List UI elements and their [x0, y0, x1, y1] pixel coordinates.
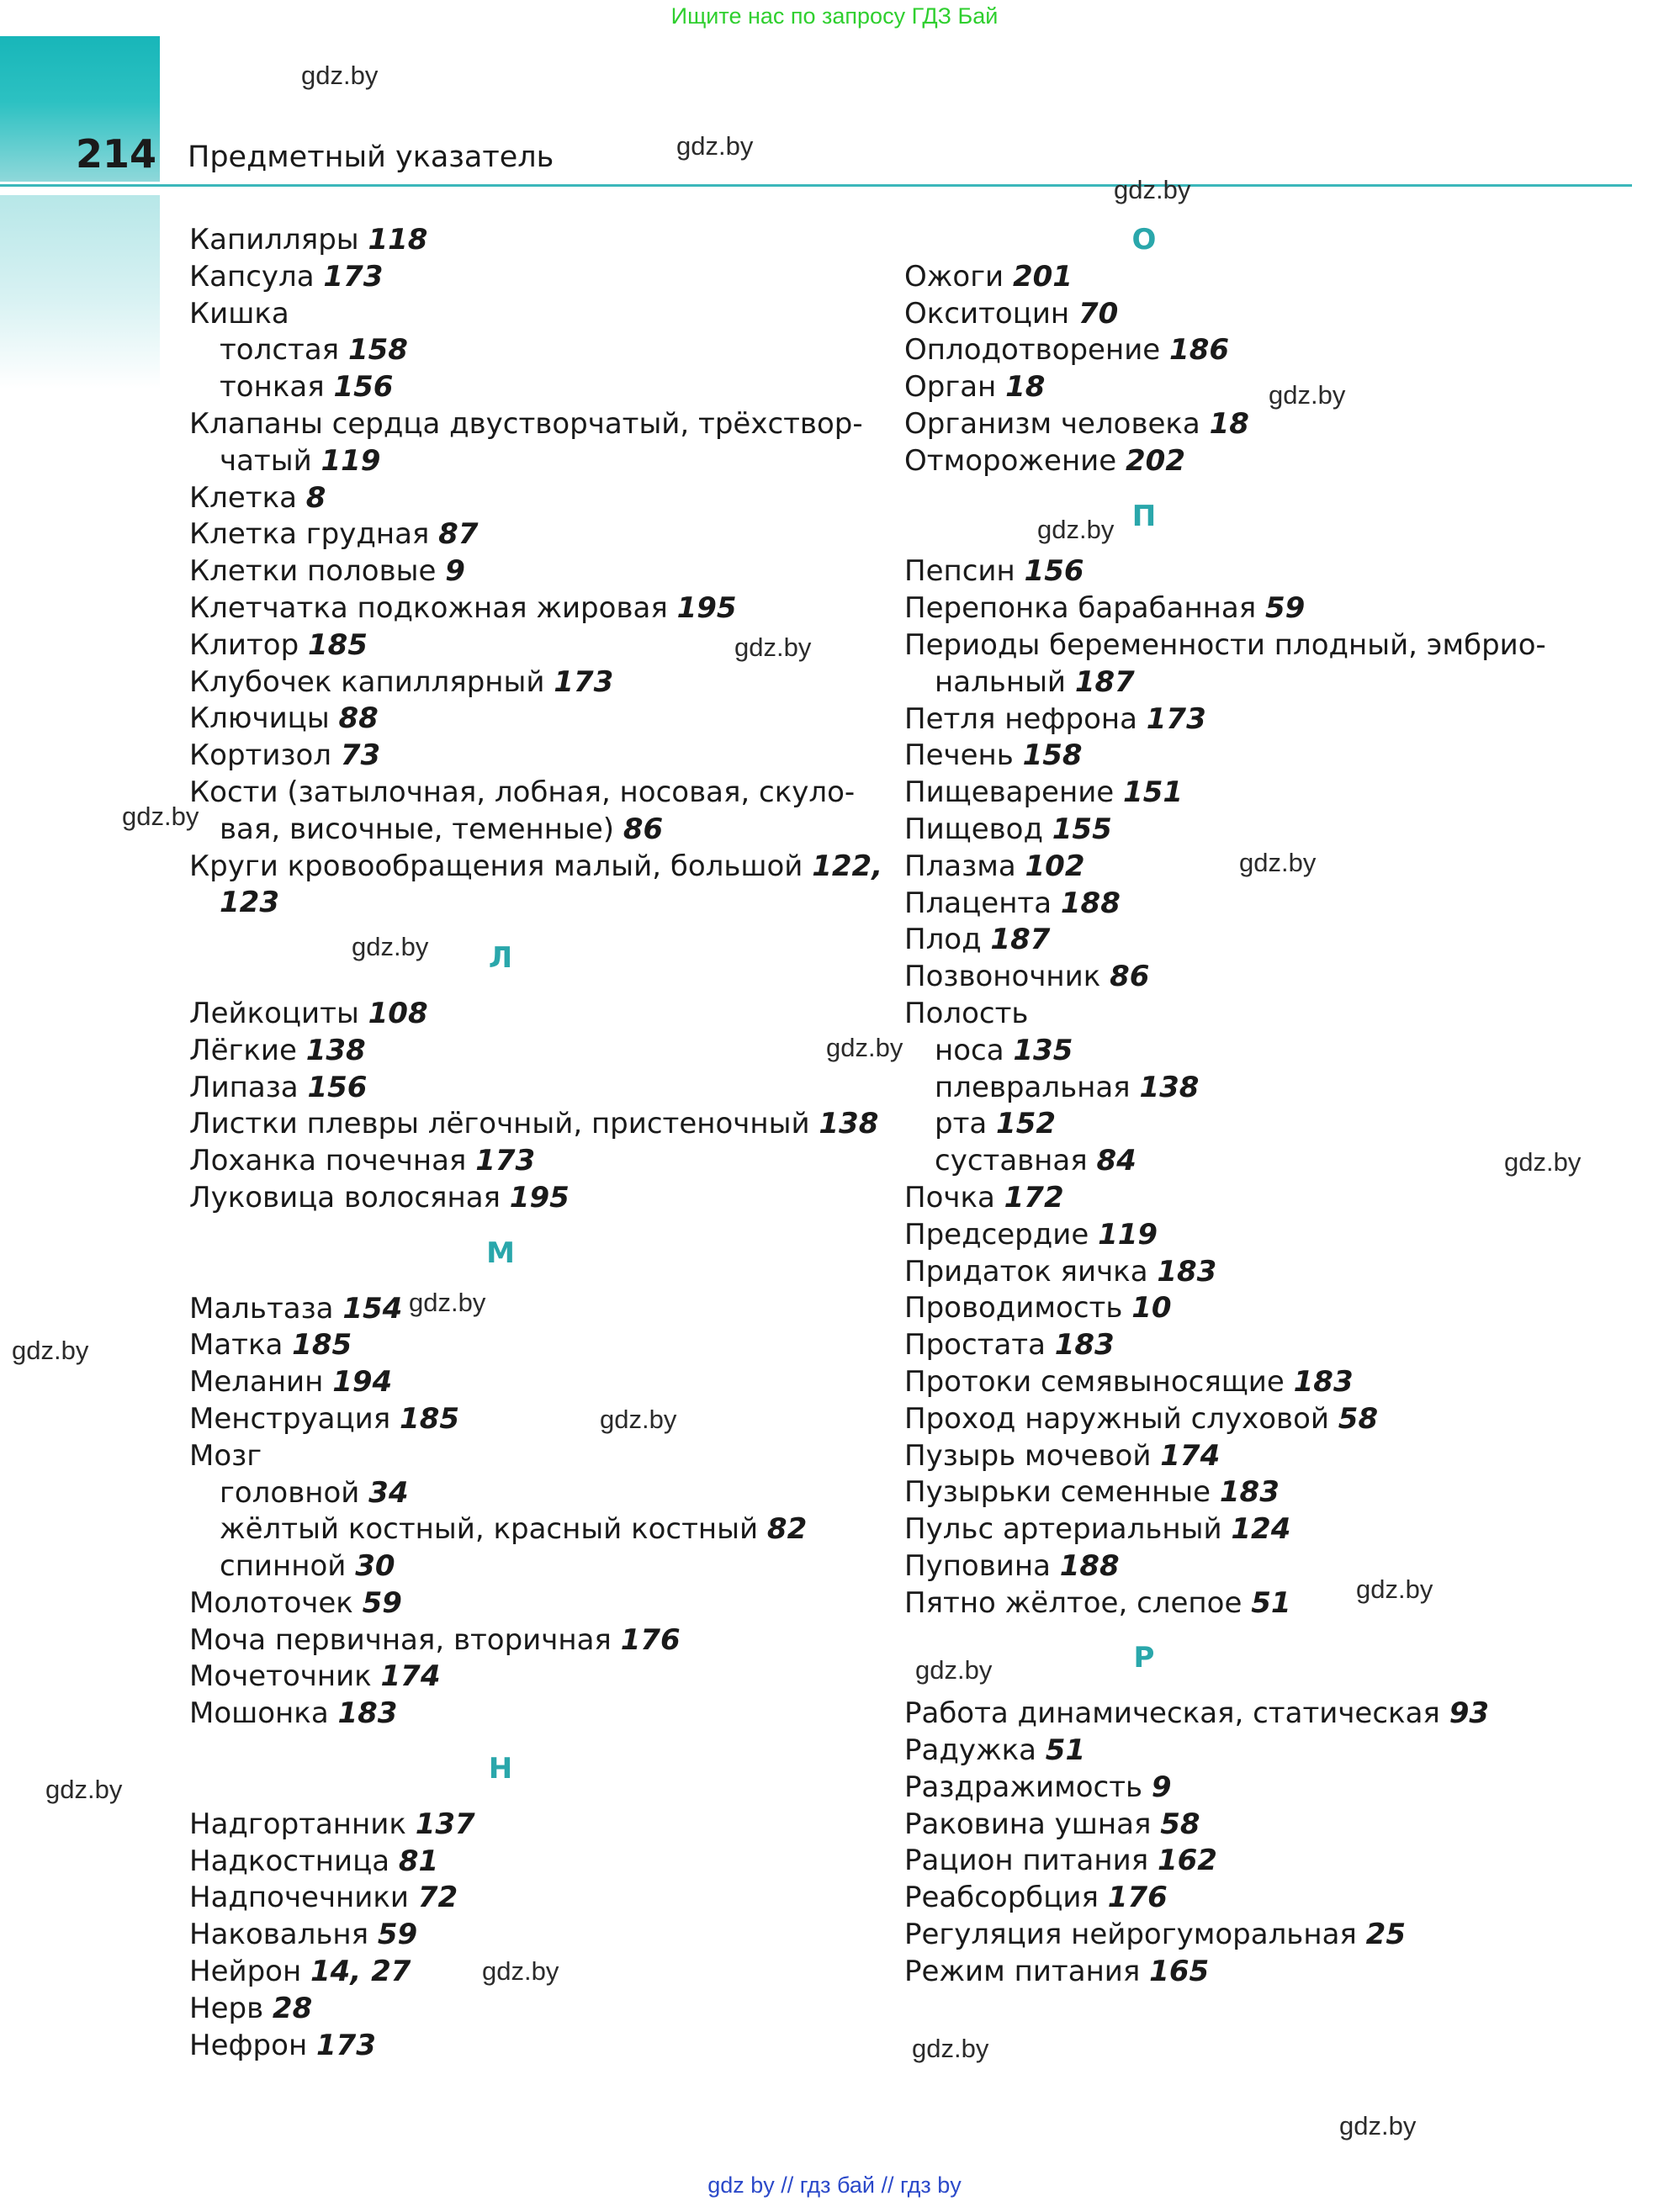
header-rule — [0, 184, 1632, 187]
index-entry — [904, 1954, 1603, 1991]
entry-term: Работа динамическая, статическая — [904, 1696, 1449, 1731]
entry-term: Придаток яичка — [904, 1254, 1158, 1289]
index-subentry — [904, 1033, 1603, 1070]
index-entry — [189, 480, 829, 517]
index-entry — [189, 1659, 829, 1696]
entry-page-number: 14, 27 — [310, 1955, 411, 1989]
entry-term: Режим питания — [904, 1954, 1150, 1988]
entry-term: суставная — [935, 1144, 1097, 1178]
entry-page-number: 188 — [1059, 1548, 1120, 1583]
footer-links: gdz by // гдз бай // гдз by — [707, 2172, 962, 2198]
entry-page-number: 119 — [1098, 1217, 1158, 1252]
index-entry — [904, 959, 1603, 996]
index-subentry — [189, 1548, 829, 1585]
index-entry — [189, 1585, 829, 1622]
entry-term: Капилляры — [189, 223, 368, 257]
index-entry — [904, 296, 1603, 333]
watermark: gdz.by — [915, 1655, 993, 1685]
side-strip — [0, 195, 160, 389]
entry-term: Пятно жёлтое, слепое — [904, 1585, 1252, 1620]
entry-term: Окситоцин — [904, 296, 1078, 331]
index-entry — [189, 701, 829, 738]
index-entry — [189, 222, 829, 259]
entry-page-number: 186 — [1169, 333, 1230, 368]
entry-term: Клетка грудная — [189, 517, 439, 552]
entry-page-number: 183 — [1157, 1254, 1217, 1289]
section-letter: Р — [1133, 1641, 1155, 1675]
entry-term: Липаза — [189, 1070, 308, 1104]
entry-term: рта — [935, 1107, 997, 1141]
entry-term: Кости (затылочная, лобная, носовая, скуло- — [189, 775, 856, 809]
index-entry — [189, 1364, 829, 1401]
entry-page-number: 162 — [1157, 1844, 1217, 1878]
entry-term: Пищеварение — [904, 775, 1124, 810]
index-entry — [189, 2028, 829, 2065]
entry-page-number: 202 — [1126, 443, 1185, 478]
entry-term: Лоханка почечная — [189, 1144, 476, 1178]
watermark: gdz.by — [676, 131, 754, 161]
entry-term: Организм человека — [904, 406, 1210, 441]
watermark: gdz.by — [1339, 2111, 1417, 2141]
entry-term: Мочеточник — [189, 1659, 381, 1694]
index-entry — [189, 1991, 829, 2028]
index-subentry — [189, 443, 829, 480]
entry-term: Позвоночник — [904, 960, 1110, 994]
entry-page-number: 176 — [620, 1622, 681, 1657]
index-entry — [189, 627, 829, 664]
index-entry — [904, 332, 1603, 369]
entry-page-number: 135 — [1013, 1033, 1073, 1067]
watermark: gdz.by — [409, 1288, 486, 1317]
entry-page-number: 59 — [377, 1918, 418, 1952]
entry-term: Предсердие — [904, 1217, 1099, 1252]
entry-term: Регуляция нейрогуморальная — [904, 1918, 1366, 1952]
index-entry — [189, 1696, 829, 1733]
index-subentry — [904, 1106, 1603, 1143]
index-entry — [189, 849, 883, 886]
index-subentry — [904, 1070, 1603, 1107]
index-entry — [904, 553, 1603, 590]
index-entry — [189, 1327, 829, 1364]
entry-term: Кортизол — [189, 738, 341, 773]
index-entry — [904, 590, 1603, 627]
index-entry — [904, 1327, 1603, 1364]
entry-term: Пульс артериальный — [904, 1512, 1232, 1547]
entry-term: Круги кровообращения малый, большой — [189, 849, 813, 883]
entry-term: нальный — [935, 664, 1075, 699]
watermark: gdz.by — [301, 61, 379, 90]
entry-term: Меланин — [189, 1365, 333, 1400]
entry-page-number: 9 — [445, 554, 465, 589]
entry-term: Реабсорбция — [904, 1881, 1108, 1915]
entry-term: плевральная — [935, 1070, 1140, 1104]
entry-term: Луковица волосяная — [189, 1180, 510, 1214]
entry-page-number: 158 — [347, 333, 408, 368]
entry-page-number: 84 — [1096, 1144, 1137, 1178]
entry-page-number: 155 — [1052, 812, 1112, 846]
index-entry — [189, 1291, 829, 1328]
entry-page-number: 9 — [1151, 1770, 1172, 1804]
entry-page-number: 176 — [1107, 1881, 1168, 1915]
entry-page-number: 118 — [368, 223, 428, 257]
entry-term: Простата — [904, 1328, 1055, 1363]
index-entry — [904, 922, 1603, 959]
entry-page-number: 8 — [305, 480, 326, 515]
entry-page-number: 173 — [323, 259, 384, 294]
entry-page-number: 138 — [819, 1107, 879, 1141]
entry-term: Капсула — [189, 259, 324, 294]
entry-page-number: 25 — [1365, 1918, 1406, 1952]
entry-term: Надкостница — [189, 1844, 399, 1878]
entry-term: Матка — [189, 1328, 293, 1363]
index-entry — [904, 406, 1603, 443]
entry-page-number: 86 — [1110, 960, 1150, 994]
index-entry — [904, 627, 1603, 664]
index-entry — [189, 1106, 879, 1143]
index-entry — [904, 996, 1603, 1033]
index-entry — [189, 1180, 829, 1217]
index-entry — [189, 1807, 829, 1844]
entry-page-number: 59 — [1265, 591, 1306, 626]
section-letter: Л — [488, 941, 513, 976]
entry-page-number: 151 — [1123, 775, 1184, 810]
index-entry — [189, 1438, 829, 1475]
entry-term: Клетчатка подкожная жировая — [189, 590, 677, 625]
entry-page-number: 195 — [676, 590, 737, 625]
index-entry — [904, 1770, 1603, 1807]
entry-page-number: 81 — [398, 1844, 439, 1878]
entry-page-number: 195 — [509, 1180, 570, 1214]
entry-page-number: 59 — [362, 1585, 402, 1620]
entry-term: Полость — [904, 996, 1029, 1030]
entry-term: Мошонка — [189, 1696, 338, 1731]
index-subentry — [189, 1475, 829, 1512]
entry-term: Клетки половые — [189, 554, 446, 589]
entry-term: Радужка — [904, 1733, 1046, 1768]
entry-page-number: 51 — [1251, 1585, 1291, 1620]
section-letter: П — [1131, 499, 1157, 533]
entry-page-number: 152 — [996, 1107, 1057, 1141]
entry-term: толстая — [220, 333, 348, 368]
entry-term: Проход наружный слуховой — [904, 1401, 1338, 1436]
entry-page-number: 183 — [1219, 1475, 1280, 1510]
index-entry — [904, 1548, 1603, 1585]
index-entry — [904, 1364, 1603, 1401]
index-entry — [189, 296, 829, 333]
entry-term: Нерв — [189, 1991, 273, 2025]
index-entry — [189, 553, 829, 590]
index-entry — [904, 1843, 1603, 1880]
entry-page-number: 187 — [990, 923, 1051, 957]
watermark: gdz.by — [912, 2034, 989, 2063]
index-subentry — [904, 1143, 1603, 1180]
index-entry — [904, 1254, 1603, 1291]
index-entry — [189, 516, 829, 553]
entry-page-number: 18 — [1005, 370, 1046, 405]
entry-page-number: 174 — [1160, 1438, 1221, 1473]
entry-page-number: 156 — [307, 1070, 368, 1104]
entry-page-number: 119 — [321, 443, 381, 478]
entry-page-number: 183 — [1054, 1328, 1115, 1363]
index-entry — [904, 1917, 1603, 1954]
index-entry — [904, 1438, 1603, 1475]
index-entry — [189, 738, 829, 775]
entry-term: Почка — [904, 1180, 1004, 1214]
index-entry — [189, 1401, 829, 1438]
entry-term: Рацион питания — [904, 1844, 1158, 1878]
entry-term: тонкая — [220, 370, 334, 405]
index-entry — [189, 1917, 829, 1954]
entry-page-number: 188 — [1060, 886, 1121, 920]
index-entry — [904, 259, 1603, 296]
index-subentry — [189, 369, 829, 406]
top-banner: Ищите нас по запросу ГДЗ Бай — [670, 3, 999, 29]
entry-page-number: 137 — [415, 1807, 475, 1841]
entry-term: Раздражимость — [904, 1770, 1152, 1804]
entry-term: Плазма — [904, 849, 1025, 883]
index-subentry — [904, 664, 1603, 701]
index-entry — [904, 1880, 1603, 1917]
entry-page-number: 138 — [1139, 1070, 1200, 1104]
index-entry — [904, 369, 1603, 406]
entry-term: Лейкоциты — [189, 996, 368, 1030]
entry-term: Менструация — [189, 1401, 400, 1436]
entry-term: Листки плевры лёгочный, пристеночный — [189, 1107, 819, 1141]
index-entry — [189, 664, 829, 701]
entry-page-number: 51 — [1045, 1733, 1086, 1768]
entry-page-number: 158 — [1022, 738, 1083, 773]
entry-page-number: 194 — [332, 1365, 393, 1400]
entry-page-number: 10 — [1131, 1291, 1172, 1326]
entry-term: Пузырь мочевой — [904, 1438, 1161, 1473]
index-entry — [189, 1143, 829, 1180]
index-entry — [189, 996, 829, 1033]
entry-page-number: 156 — [1024, 554, 1084, 589]
watermark: gdz.by — [45, 1775, 123, 1804]
entry-page-number: 30 — [355, 1549, 395, 1584]
index-entry — [904, 1474, 1603, 1511]
watermark: gdz.by — [122, 802, 199, 831]
entry-term: спинной — [220, 1549, 356, 1584]
entry-term: Мальтаза — [189, 1291, 343, 1326]
index-subentry — [189, 885, 829, 922]
watermark: gdz.by — [1239, 848, 1317, 877]
section-letter: М — [486, 1236, 515, 1270]
entry-term: Пищевод — [904, 812, 1052, 846]
watermark: gdz.by — [1504, 1147, 1582, 1177]
index-entry — [904, 1511, 1603, 1548]
entry-page-number: 72 — [417, 1881, 458, 1915]
section-letter: О — [1131, 223, 1157, 257]
entry-term: Моча первичная, вторичная — [189, 1622, 621, 1657]
watermark: gdz.by — [1037, 515, 1115, 544]
entry-page-number: 173 — [554, 664, 614, 699]
entry-page-number: 82 — [766, 1512, 808, 1547]
watermark: gdz.by — [734, 632, 812, 662]
index-entry — [189, 1844, 829, 1881]
entry-page-number: 70 — [1078, 296, 1119, 331]
entry-term: Протоки семявыносящие — [904, 1364, 1294, 1399]
entry-term: Пуповина — [904, 1548, 1060, 1583]
entry-term: Петля нефрона — [904, 701, 1147, 736]
entry-term: Клетка — [189, 480, 306, 515]
entry-page-number: 173 — [315, 2028, 376, 2062]
watermark: gdz.by — [482, 1956, 559, 1986]
entry-term: Надгортанник — [189, 1807, 416, 1841]
index-entry — [904, 1585, 1603, 1622]
index-entry — [904, 1290, 1603, 1327]
entry-term: Кишка — [189, 296, 289, 331]
index-entry — [904, 812, 1603, 849]
entry-page-number: 88 — [338, 701, 379, 736]
entry-page-number: 183 — [1293, 1364, 1354, 1399]
entry-term: Печень — [904, 738, 1023, 773]
entry-page-number: 108 — [368, 996, 428, 1030]
page-title: Предметный указатель — [188, 140, 554, 174]
entry-page-number: 58 — [1160, 1807, 1200, 1841]
watermark: gdz.by — [1269, 380, 1346, 410]
entry-page-number: 28 — [272, 1991, 313, 2025]
entry-term: чатый — [220, 443, 321, 478]
index-entry — [904, 1217, 1603, 1254]
entry-page-number: 154 — [342, 1291, 403, 1326]
entry-term: Нейрон — [189, 1955, 311, 1989]
entry-page-number: 87 — [438, 517, 479, 552]
entry-page-number: 183 — [337, 1696, 398, 1731]
entry-page-number: 187 — [1074, 664, 1135, 699]
entry-page-number: 173 — [1146, 701, 1206, 736]
entry-term: вая, височные, теменные) — [220, 812, 623, 846]
watermark: gdz.by — [12, 1336, 89, 1365]
watermark: gdz.by — [352, 932, 429, 961]
index-subentry — [189, 812, 829, 849]
entry-page-number: 34 — [368, 1475, 409, 1510]
section-letter: Н — [488, 1752, 513, 1786]
entry-term: Лёгкие — [189, 1033, 306, 1067]
entry-page-number: 73 — [340, 738, 381, 773]
entry-term: головной — [220, 1475, 369, 1510]
index-entry — [189, 1033, 829, 1070]
entry-term: жёлтый костный, красный костный — [220, 1512, 767, 1547]
watermark: gdz.by — [826, 1033, 903, 1062]
watermark: gdz.by — [1114, 175, 1191, 204]
page-number: 214 — [76, 131, 157, 177]
entry-page-number: 201 — [1012, 259, 1073, 294]
watermark: gdz.by — [600, 1405, 677, 1434]
index-entry — [904, 443, 1603, 480]
index-entry — [904, 701, 1603, 738]
entry-page-number: 18 — [1209, 406, 1249, 441]
entry-page-number: 138 — [305, 1033, 366, 1067]
entry-page-number: 124 — [1231, 1512, 1291, 1547]
index-subentry — [189, 332, 829, 369]
index-entry — [189, 590, 829, 627]
index-entry — [904, 1696, 1603, 1733]
entry-term: Периоды беременности плодный, эмбрио- — [904, 627, 1546, 662]
entry-page-number: 156 — [333, 370, 394, 405]
entry-term: Проводимость — [904, 1291, 1132, 1326]
entry-term: Раковина ушная — [904, 1807, 1161, 1841]
index-entry — [904, 1401, 1603, 1438]
watermark: gdz.by — [1356, 1574, 1433, 1604]
entry-term: Клапаны сердца двустворчатый, трёхствор- — [189, 406, 863, 441]
index-entry — [904, 738, 1603, 775]
entry-page-number: 174 — [380, 1659, 441, 1694]
entry-term: Нефрон — [189, 2028, 316, 2062]
index-entry — [189, 1880, 829, 1917]
entry-term: Оплодотворение — [904, 333, 1170, 368]
entry-page-number: 185 — [400, 1401, 460, 1436]
entry-page-number: 173 — [475, 1144, 536, 1178]
index-column-right — [904, 222, 1603, 1991]
entry-term: Плод — [904, 923, 991, 957]
entry-page-number: 58 — [1338, 1401, 1379, 1436]
entry-page-number: 86 — [623, 812, 664, 846]
index-entry — [904, 886, 1603, 923]
entry-term: Наковальня — [189, 1918, 378, 1952]
index-entry — [904, 1733, 1603, 1770]
entry-term: Пузырьки семенные — [904, 1475, 1220, 1510]
index-entry — [189, 406, 863, 443]
entry-term: носа — [935, 1033, 1014, 1067]
entry-term: Мозг — [189, 1438, 262, 1473]
index-entry — [189, 1070, 829, 1107]
index-entry — [189, 1622, 829, 1659]
entry-page-number: 123 — [220, 886, 279, 920]
index-entry — [189, 775, 856, 812]
entry-term: Орган — [904, 370, 1006, 405]
entry-page-number: 185 — [307, 627, 368, 662]
entry-term: Клубочек капиллярный — [189, 664, 554, 699]
entry-term: Ожоги — [904, 259, 1013, 294]
entry-term: Отморожение — [904, 443, 1126, 478]
entry-page-number: 165 — [1149, 1954, 1210, 1988]
entry-term: Надпочечники — [189, 1881, 418, 1915]
entry-page-number: 93 — [1449, 1696, 1490, 1731]
index-subentry — [189, 1511, 829, 1548]
index-entry — [189, 259, 829, 296]
entry-page-number: 185 — [292, 1328, 352, 1363]
entry-term: Ключицы — [189, 701, 339, 736]
index-entry — [904, 1180, 1603, 1217]
entry-term: Плацента — [904, 886, 1061, 920]
entry-page-number: 172 — [1004, 1180, 1064, 1214]
entry-term: Перепонка барабанная — [904, 591, 1266, 626]
entry-term: Пепсин — [904, 554, 1025, 589]
entry-term: Молоточек — [189, 1585, 363, 1620]
index-entry — [904, 775, 1603, 812]
entry-term: Клитор — [189, 627, 308, 662]
entry-page-number: 102 — [1025, 849, 1085, 883]
index-entry — [904, 1807, 1603, 1844]
entry-page-number: 122, — [812, 849, 883, 883]
